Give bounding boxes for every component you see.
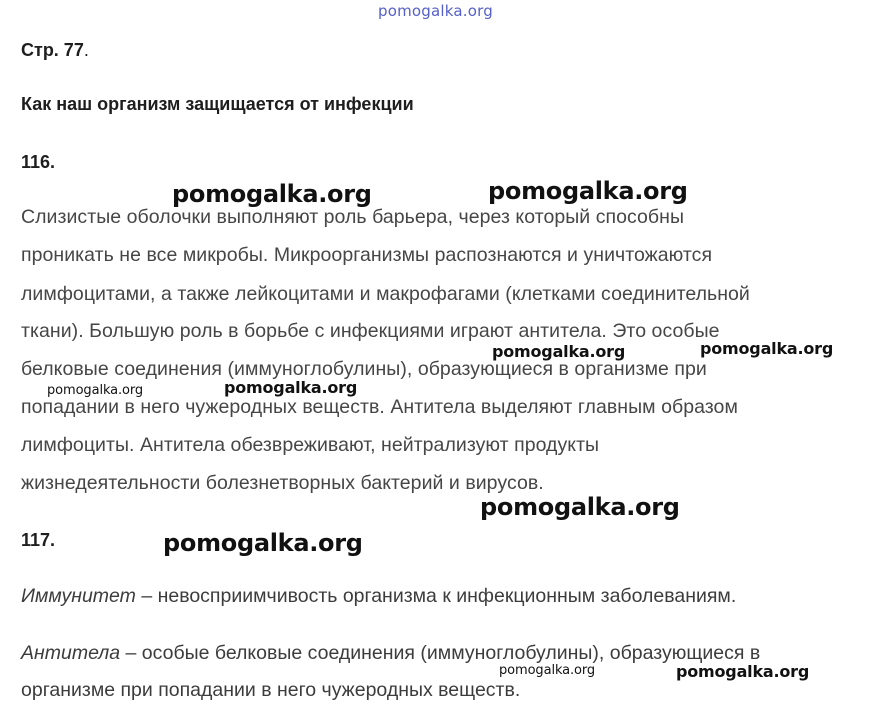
section-title: Как наш организм защищается от инфекции [21,94,414,114]
page-reference-label: Стр. 77 [21,40,84,60]
definition-antibodies [21,642,760,665]
watermark: pomogalka.org [480,493,680,521]
definition-text: – невосприимчивость организма к инфекционным заболеваниям. [135,585,737,607]
top-watermark: pomogalka.org [378,2,493,20]
watermark: pomogalka.org [47,383,144,398]
task-number-116: 116. [21,152,56,172]
watermark: pomogalka.org [163,529,363,557]
watermark: pomogalka.org [488,177,688,205]
answer-line: белковые соединения (иммуноглобулины), образующиеся в организме при [21,358,707,380]
watermark: pomogalka.org [499,663,596,678]
watermark: pomogalka.org [700,339,834,358]
answer-line: Слизистые оболочки выполняют роль барьера, через который способны [21,206,685,228]
answer-line: ткани). Большую роль в борьбе с инфекциями играют антитела. Это особые [21,320,720,342]
page-reference [21,40,89,61]
watermark: pomogalka.org [676,662,810,681]
definition-immunity [21,585,736,608]
page-reference-dot: . [83,40,89,60]
watermark: pomogalka.org [224,378,358,397]
definition-term: Иммунитет [21,585,136,607]
watermark: pomogalka.org [172,180,372,208]
watermark: pomogalka.org [492,342,626,361]
answer-line: попадании в него чужеродных веществ. Антитела выделяют главным образом [21,396,738,418]
answer-line: жизнедеятельности болезнетворных бактерий и вирусов. [21,472,544,494]
answer-line: проникать не все микробы. Микроорганизмы распознаются и уничтожаются [21,244,713,266]
answer-line: лимфоциты. Антитела обезвреживают, нейтрализуют продукты [21,434,600,456]
task-number-117: 117. [21,530,56,550]
definition-text: – особые белковые соединения (иммуноглобулины), образующиеся в [120,642,761,664]
definition-term: Антитела [21,642,121,664]
answer-line: лимфоцитами, а также лейкоцитами и макрофагами (клетками соединительной [21,283,750,305]
definition-antibodies-continued: организме при попадании в него чужеродных веществ. [21,679,521,701]
